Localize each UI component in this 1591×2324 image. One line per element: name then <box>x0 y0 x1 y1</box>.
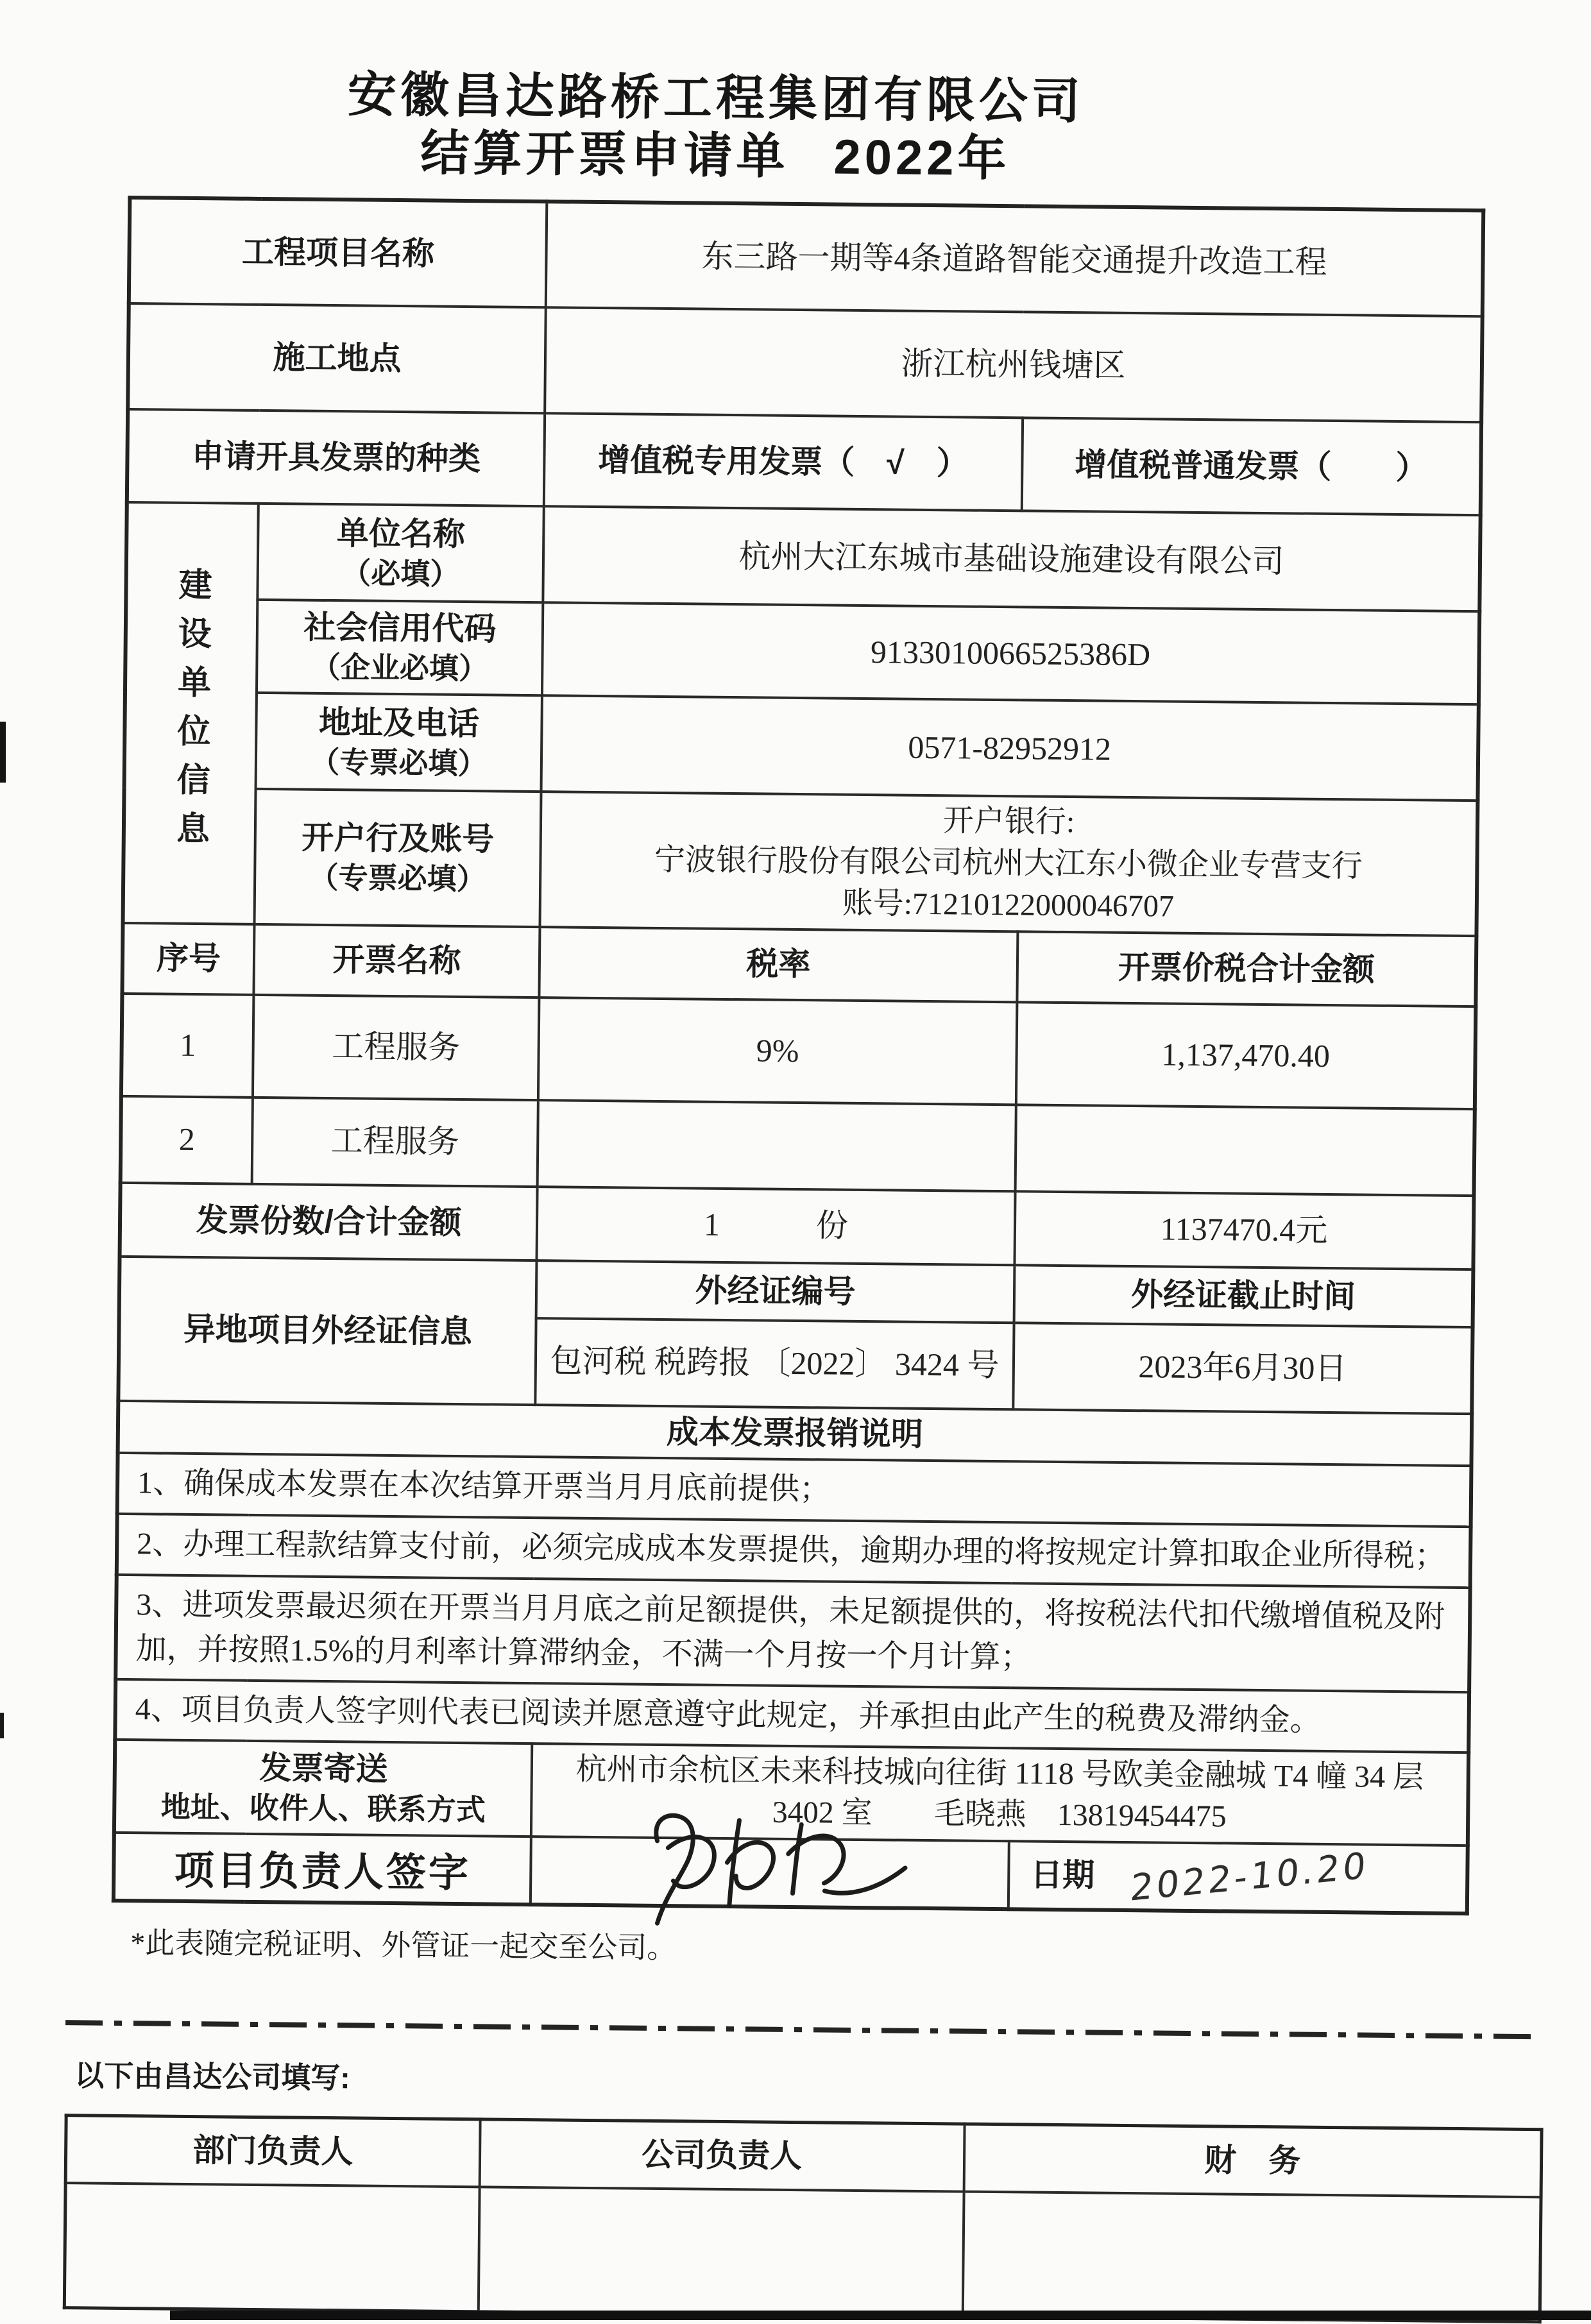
address-phone-label-text: 地址及电话 <box>318 704 480 742</box>
credit-code-label <box>257 600 543 695</box>
scan-edge-mark <box>0 722 6 783</box>
project-name-row <box>129 198 1483 316</box>
billing-2-rate <box>538 1100 1016 1191</box>
project-name-label: 工程项目名称 <box>129 198 547 307</box>
billing-header-amount: 开票价税合计金额 <box>1017 931 1476 1006</box>
date-cell <box>1008 1841 1468 1913</box>
invoice-count-number: 1 <box>703 1207 720 1243</box>
mailing-address-line2: 3402 室 毛晓燕 13819454475 <box>772 1795 1227 1834</box>
billing-1-rate: 9% <box>538 997 1017 1105</box>
invoice-kind-special: 增值税专用发票（ √ ） <box>544 414 1023 511</box>
scanned-form-sheet <box>0 63 1591 2324</box>
owner-group-label: 建设单位信息 <box>170 566 211 860</box>
approval-dept-cell <box>64 2183 479 2312</box>
invoice-count-value <box>536 1187 1015 1265</box>
signature-scribble <box>627 1777 914 1946</box>
mailing-label-line1: 发票寄送 <box>259 1749 388 1787</box>
dash-separator <box>65 2020 1541 2039</box>
billing-row-1 <box>121 994 1476 1109</box>
form-name: 结算开票申请单 <box>420 125 789 184</box>
signature-label: 项目负责人签字 <box>114 1833 531 1904</box>
credit-code-label-note: （企业必填） <box>311 650 489 686</box>
bank-account-number: 账号:71210122000046707 <box>842 886 1175 924</box>
invoice-kind-row <box>127 409 1481 515</box>
owner-name-label-note: （必填） <box>341 556 460 591</box>
project-name-value: 东三路一期等4条道路智能交通提升改造工程 <box>546 202 1484 317</box>
invoice-count-unit: 份 <box>815 1207 849 1244</box>
mailing-label-line2: 地址、收件人、联系方式 <box>160 1790 486 1827</box>
site-row <box>128 303 1482 422</box>
bank-account-label-note: （专票必填） <box>309 860 486 896</box>
billing-1-amount: 1,137,470.40 <box>1016 1002 1476 1109</box>
bank-account-label-text: 开户行及账号 <box>302 819 495 858</box>
note-item-1: 1、确保成本发票在本次结算开票当月月底前提供； <box>117 1453 1472 1527</box>
cert-group-label: 异地项目外经证信息 <box>118 1257 536 1405</box>
invoice-kind-general: 增值税普通发票（ ） <box>1022 418 1481 516</box>
billing-1-seq: 1 <box>121 994 254 1098</box>
signature-cell <box>531 1836 1009 1909</box>
approval-finance-cell <box>962 2191 1541 2322</box>
address-phone-label-note: （专票必填） <box>310 745 488 781</box>
cert-number-value: 包河税 税跨报 〔2022〕 3424 号 <box>535 1318 1014 1409</box>
approval-header-company: 公司负责人 <box>479 2119 964 2191</box>
address-phone-value: 0571-82952912 <box>541 696 1479 801</box>
form-title-block <box>38 64 1393 192</box>
application-form-table <box>112 196 1485 1915</box>
approval-header-finance: 财 务 <box>964 2124 1542 2197</box>
billing-header-name: 开票名称 <box>253 924 540 997</box>
cert-deadline-value: 2023年6月30日 <box>1013 1323 1472 1414</box>
owner-group-cell <box>123 502 259 924</box>
form-subtitle <box>38 121 1393 191</box>
bank-branch-name: 宁波银行股份有限公司杭州大江东小微企业专营支行 <box>654 843 1363 884</box>
owner-name-label-text: 单位名称 <box>336 515 466 552</box>
bank-account-label <box>255 789 541 927</box>
owner-name-row <box>126 502 1480 611</box>
billing-2-name: 工程服务 <box>252 1098 538 1187</box>
scan-edge-bar <box>170 2311 1591 2320</box>
billing-header-seq: 序号 <box>122 923 254 995</box>
company-fill-note: 以下由昌达公司填写: <box>74 2058 350 2095</box>
approval-table <box>63 2114 1544 2323</box>
credit-code-value: 9133010066525386D <box>542 603 1479 705</box>
footnote: *此表随完税证明、外管证一起交至公司。 <box>130 1926 677 1965</box>
note-item-4: 4、项目负责人签字则代表已阅读并愿意遵守此规定，并承担由此产生的税费及滞纳金。 <box>115 1679 1469 1752</box>
cert-number-header: 外经证编号 <box>536 1260 1015 1323</box>
note-row-3 <box>115 1575 1470 1692</box>
cert-header-row <box>119 1257 1474 1327</box>
notes-title: 成本发票报销说明 <box>118 1401 1472 1466</box>
billing-1-name: 工程服务 <box>253 995 540 1100</box>
billing-header-row <box>122 923 1476 1006</box>
form-year: 2022年 <box>833 130 1010 186</box>
address-phone-row <box>124 691 1479 801</box>
cert-deadline-header: 外经证截止时间 <box>1014 1265 1474 1327</box>
company-title: 安徽昌达路桥工程集团有限公司 <box>347 67 1085 130</box>
signature-row <box>114 1833 1468 1913</box>
invoice-total-amount: 1137470.4元 <box>1014 1191 1474 1269</box>
approval-header-dept: 部门负责人 <box>65 2116 480 2187</box>
scan-edge-mark <box>0 1713 4 1738</box>
mailing-label <box>114 1739 532 1836</box>
note-item-2: 2、办理工程款结算支付前，必须完成成本发票提供，逾期办理的将按规定计算扣取企业所得税； <box>117 1514 1471 1588</box>
note-item-3: 3、进项发票最迟须在开票当月月底之前足额提供，未足额提供的，将按税法代扣代缴增值税及附加，并按照1.5%的月利率计算滞纳金，不满一个月按一个月计算； <box>115 1575 1470 1692</box>
mailing-address-line1: 杭州市余杭区未来科技城向往街 1118 号欧美金融城 T4 幢 34 层 <box>575 1752 1424 1794</box>
invoice-count-row <box>120 1183 1474 1269</box>
credit-code-row <box>125 598 1479 704</box>
approval-empty-row <box>64 2183 1541 2322</box>
date-label: 日期 <box>1030 1856 1095 1894</box>
billing-header-rate: 税率 <box>539 927 1017 1002</box>
bank-account-row <box>123 788 1478 936</box>
credit-code-label-text: 社会信用代码 <box>303 609 497 647</box>
invoice-count-label: 发票份数/合计金额 <box>120 1183 538 1260</box>
bank-name-caption: 开户银行: <box>942 804 1075 840</box>
billing-2-seq: 2 <box>121 1096 253 1184</box>
billing-row-2 <box>121 1096 1475 1196</box>
owner-name-value: 杭州大江东城市基础设施建设有限公司 <box>543 507 1480 612</box>
bank-account-value <box>540 792 1477 936</box>
handwritten-date: 2022-10.20 <box>1128 1844 1371 1910</box>
address-phone-label <box>256 693 542 792</box>
invoice-kind-label: 申请开具发票的种类 <box>127 409 545 506</box>
approval-company-cell <box>478 2187 964 2316</box>
billing-2-amount <box>1016 1105 1475 1196</box>
site-label: 施工地点 <box>128 303 546 413</box>
owner-name-label <box>257 504 543 602</box>
site-value: 浙江杭州钱塘区 <box>545 308 1483 423</box>
